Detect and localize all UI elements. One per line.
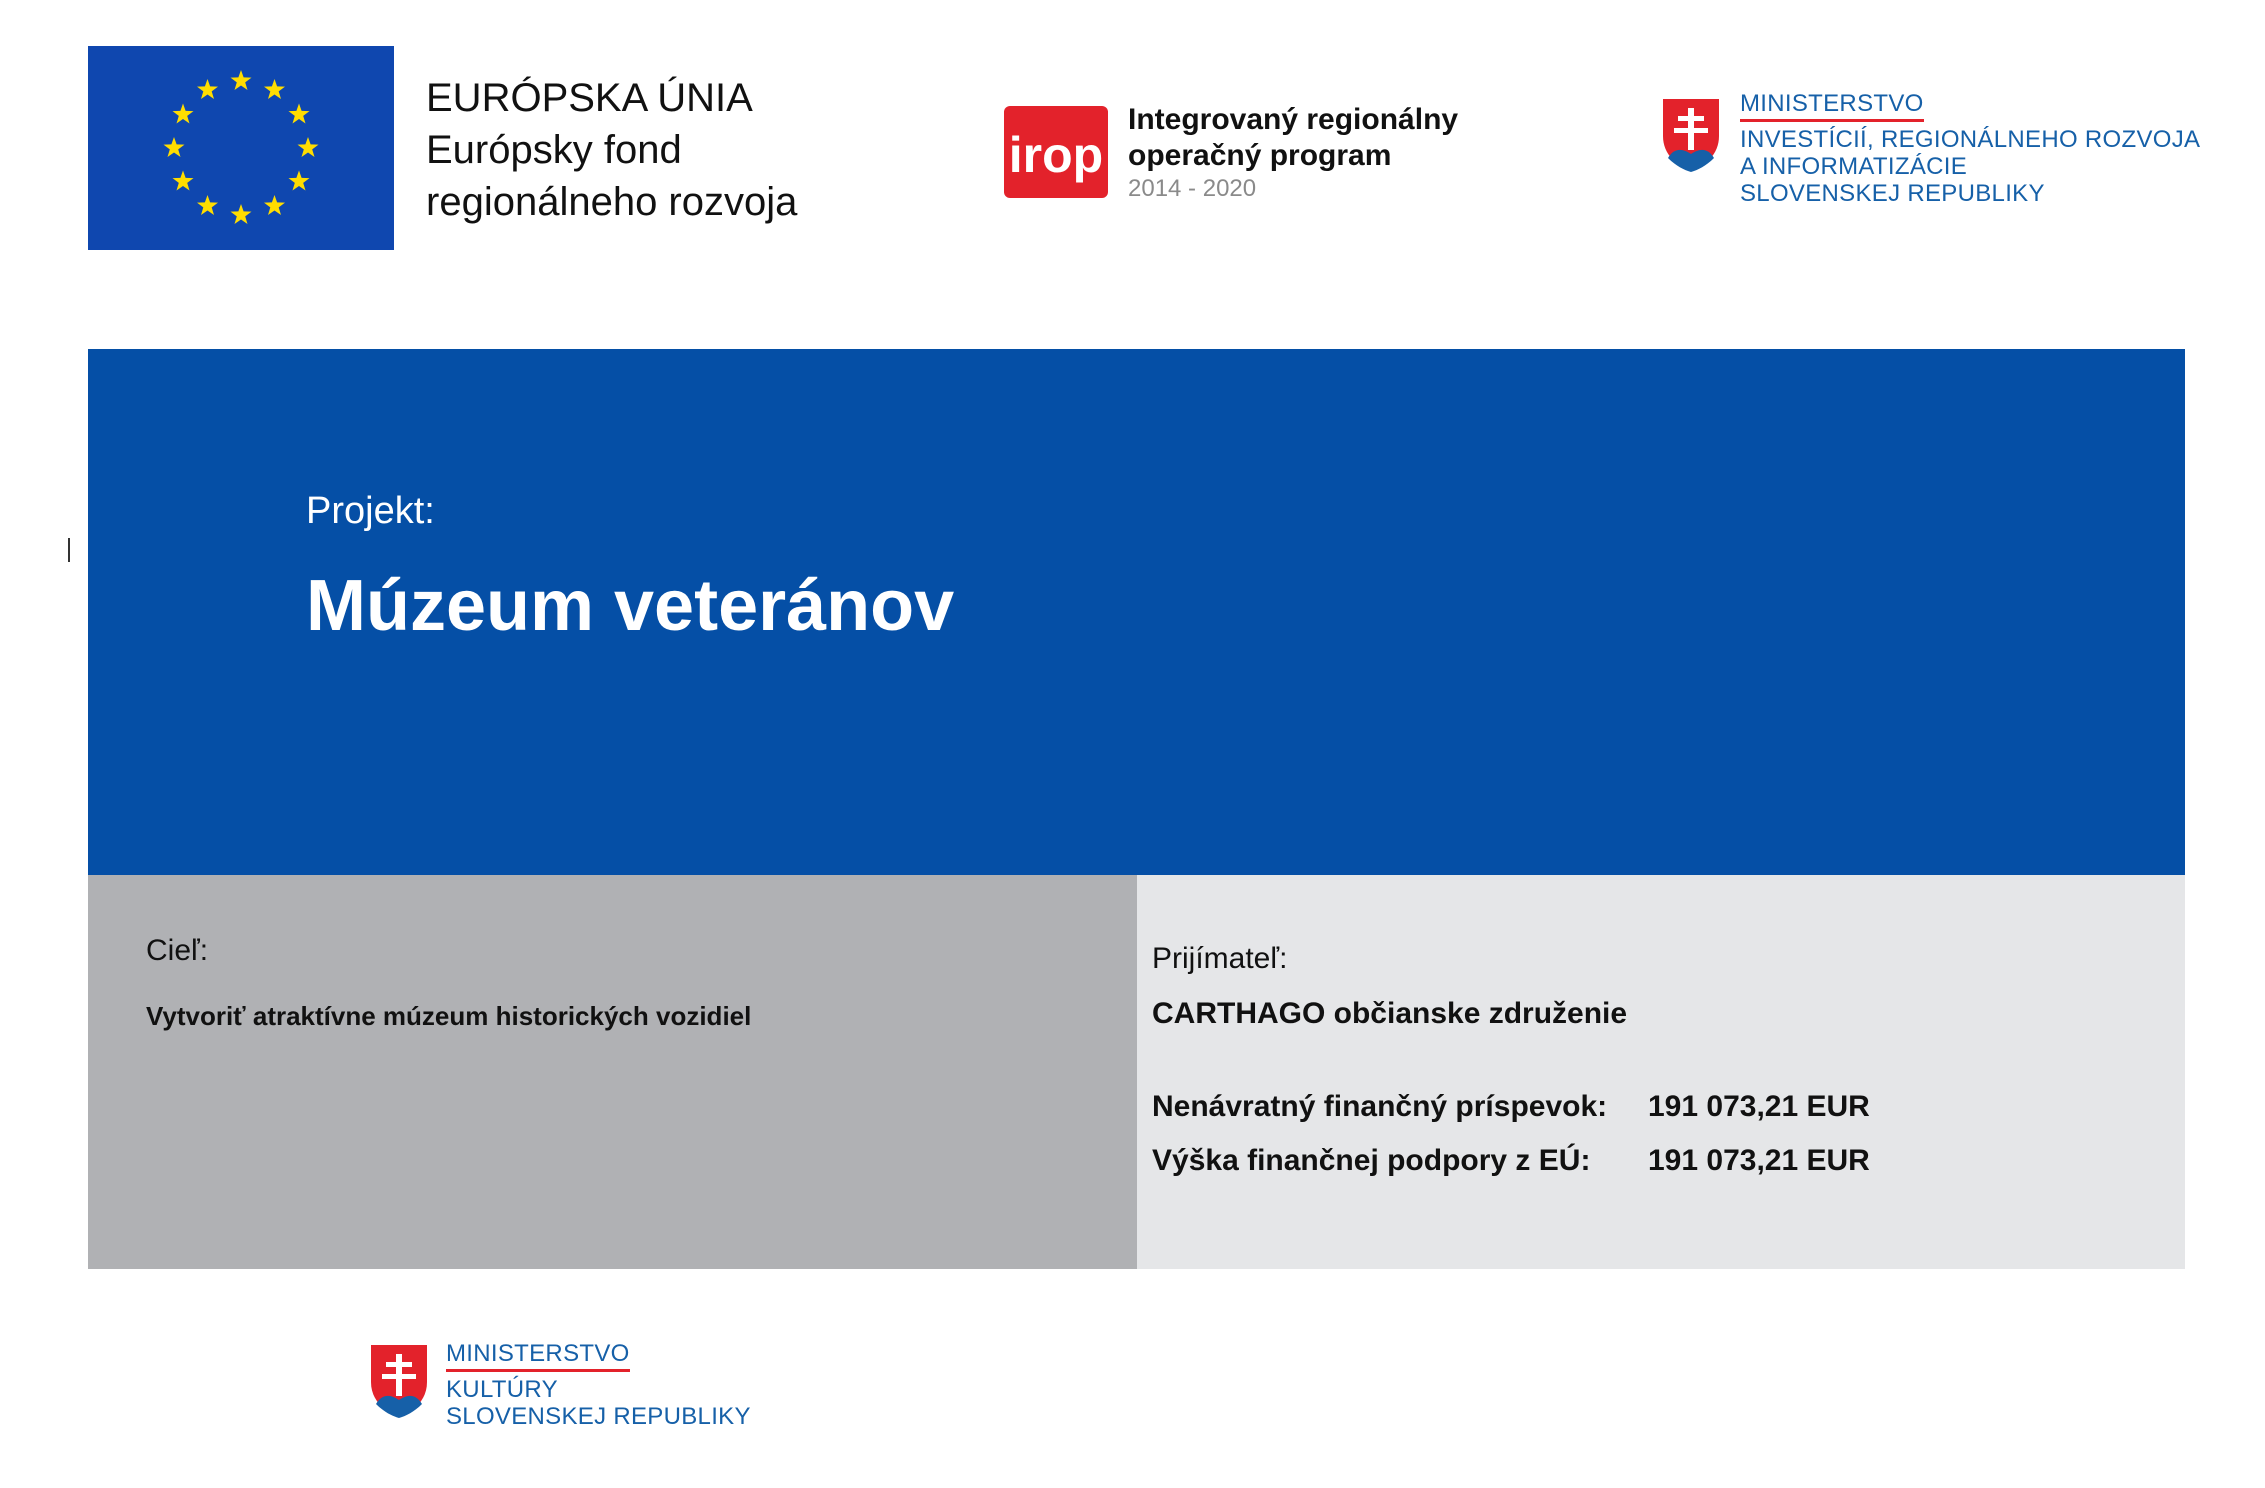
ministry-top-line-3: SLOVENSKEJ REPUBLIKY: [1740, 180, 2045, 207]
eu-line-2: Európsky fond: [426, 128, 682, 172]
eu-line-3: regionálneho rozvoja: [426, 180, 798, 224]
goal-text: Vytvoriť atraktívne múzeum historických vozidiel: [146, 1001, 752, 1031]
irop-logo: [1004, 106, 1108, 198]
grant-label: Nenávratný finančný príspevok:: [1152, 1090, 1608, 1123]
goal-panel: [88, 875, 1137, 1269]
project-label: Projekt:: [306, 490, 435, 532]
recipient-label: Prijímateľ:: [1152, 942, 1288, 975]
ministry-top-head: MINISTERSTVO: [1740, 90, 1924, 122]
ministry-bottom-line-2: SLOVENSKEJ REPUBLIKY: [446, 1403, 751, 1430]
irop-years: 2014 - 2020: [1128, 175, 1257, 202]
goal-label: Cieľ:: [146, 934, 209, 967]
irop-logo-text: irop: [1008, 127, 1104, 183]
slovak-coat-of-arms-icon: [1660, 96, 1722, 174]
ministry-bottom-head: MINISTERSTVO: [446, 1340, 630, 1372]
irop-text-block: [1128, 102, 1458, 204]
recipient-panel: [1137, 875, 2185, 1269]
project-title: Múzeum veteránov: [306, 566, 955, 646]
irop-logo-icon: [1004, 106, 1108, 198]
eu-logo-text: [426, 72, 797, 228]
edge-mark: [68, 538, 70, 562]
eu-stars-icon: [88, 46, 394, 250]
ministry-investment-logo-text: [1740, 90, 2200, 207]
ministry-top-line-1: INVESTÍCIÍ, REGIONÁLNEHO ROZVOJA: [1740, 126, 2201, 153]
eu-line-1: EURÓPSKA ÚNIA: [426, 76, 753, 120]
eu-flag-logo: [88, 46, 394, 250]
ministry-top-line-2: A INFORMATIZÁCIE: [1740, 153, 1968, 180]
eu-support-value: 191 073,21 EUR: [1648, 1144, 1870, 1177]
ministry-culture-logo-text: [446, 1340, 751, 1430]
slovak-coat-of-arms-icon: [368, 1342, 430, 1420]
eu-support-label: Výška finančnej podpory z EÚ:: [1152, 1144, 1591, 1177]
irop-line-1: Integrovaný regionálny: [1128, 103, 1459, 136]
ministry-bottom-line-1: KULTÚRY: [446, 1376, 558, 1403]
grant-value: 191 073,21 EUR: [1648, 1090, 1870, 1123]
irop-line-2: operačný program: [1128, 139, 1392, 172]
recipient-name: CARTHAGO občianske združenie: [1152, 997, 1628, 1030]
